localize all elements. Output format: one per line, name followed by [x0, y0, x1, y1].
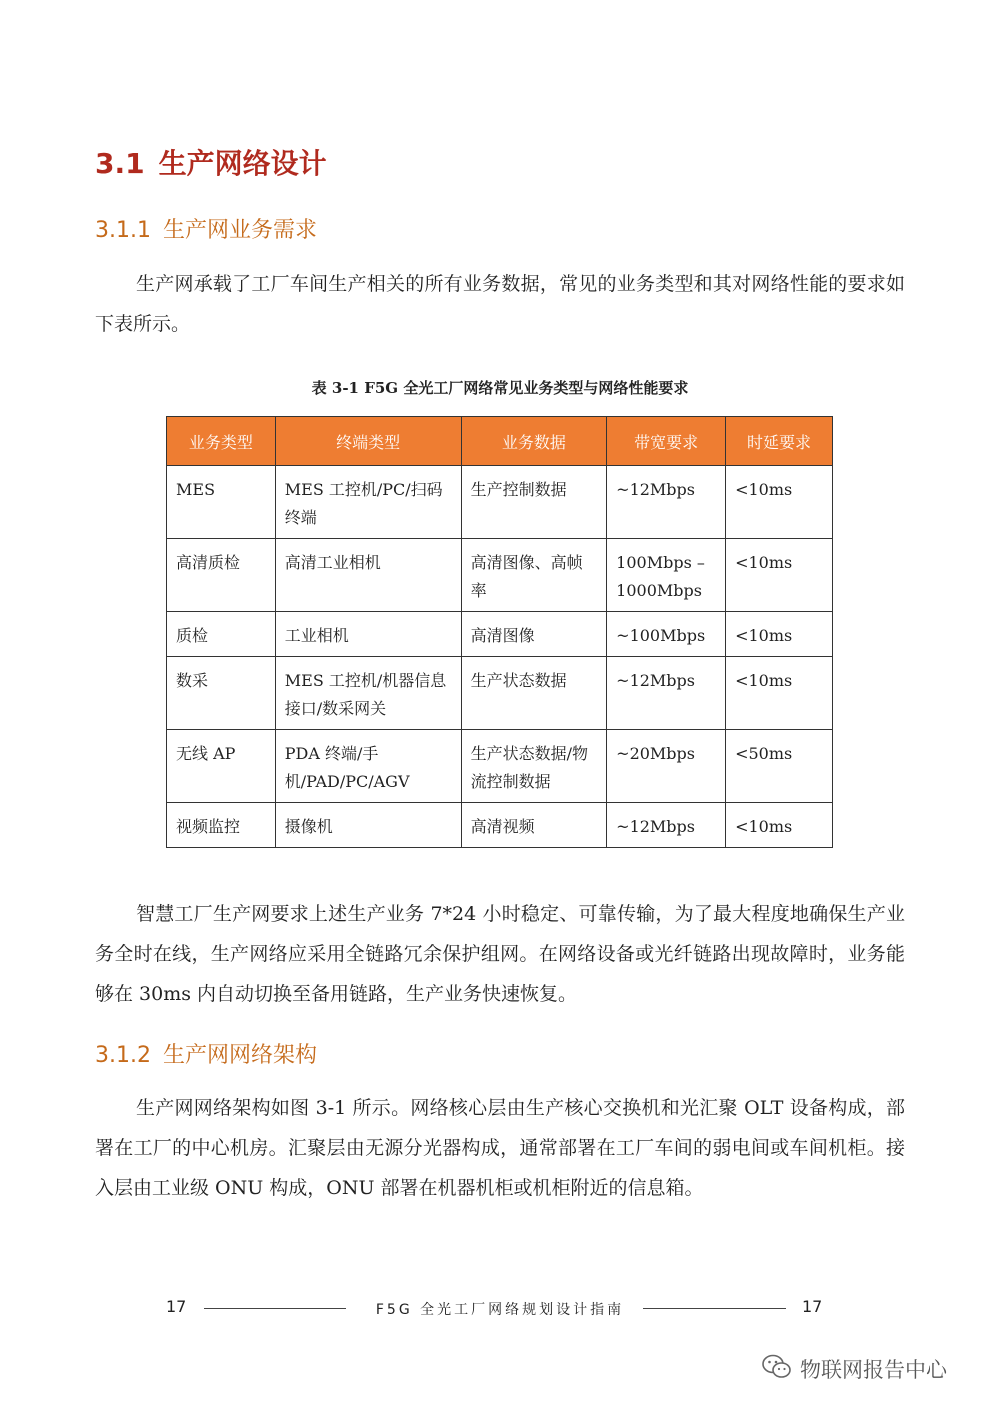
subsection-number: 3.1.1 [95, 218, 151, 243]
section-title: 生产网络设计 [158, 147, 327, 180]
wechat-icon [762, 1354, 792, 1385]
footer-rule-right [643, 1308, 786, 1309]
paragraph-reliability: 智慧工厂生产网要求上述生产业务 7*24 小时稳定、可靠传输，为了最大程度地确保生产业务全时在线，生产网络应采用全链路冗余保护组网。在网络设备或光纤链路出现故障时，业务能够在 30ms 内自动切换至备用链路，生产业务快速恢复。 [95, 903, 905, 1005]
footer-title: F5G 全光工厂网络规划设计指南 [375, 1302, 625, 1318]
table-cell: MES 工控机/机器信息接口/数采网关 [275, 657, 461, 730]
table-cell: 100Mbps – 1000Mbps [607, 539, 726, 612]
watermark-text: 物联网报告中心 [800, 1358, 947, 1382]
table-cell: 工业相机 [275, 612, 461, 657]
footer-rule-left [204, 1308, 346, 1309]
table-row [167, 539, 833, 612]
table-cell: 生产控制数据 [461, 466, 607, 539]
table-cell: 高清图像 [461, 612, 607, 657]
subsection-number: 3.1.2 [95, 1043, 151, 1068]
table-cell: 视频监控 [167, 803, 276, 848]
table-cell: ~20Mbps [607, 730, 726, 803]
table-cell: 无线 AP [167, 730, 276, 803]
page-number-left: 17 [166, 1297, 187, 1316]
subsection-heading-1 [95, 213, 317, 244]
header-cell: 业务类型 [167, 417, 276, 466]
table-cell: 质检 [167, 612, 276, 657]
table-cell: <10ms [726, 803, 833, 848]
paragraph-architecture: 生产网网络架构如图 3-1 所示。网络核心层由生产核心交换机和光汇聚 OLT 设备构成，部署在工厂的中心机房。汇聚层由无源分光器构成，通常部署在工厂车间的弱电间或车间机柜。接入层由工业级 ONU 构成，ONU 部署在机器机柜或机柜附近的信息箱。 [95, 1097, 905, 1199]
table-row [167, 612, 833, 657]
table-cell: ~12Mbps [607, 466, 726, 539]
header-cell: 时延要求 [726, 417, 833, 466]
table-row [167, 730, 833, 803]
table-cell: <10ms [726, 612, 833, 657]
page-number-right: 17 [802, 1297, 823, 1316]
table-cell: MES 工控机/PC/扫码终端 [275, 466, 461, 539]
requirements-table [166, 416, 833, 848]
header-cell: 带宽要求 [607, 417, 726, 466]
table-cell: ~12Mbps [607, 657, 726, 730]
table-cell: 高清质检 [167, 539, 276, 612]
table-cell: <50ms [726, 730, 833, 803]
table-caption: 表 3-1 F5G 全光工厂网络常见业务类型与网络性能要求 [311, 379, 689, 397]
header-cell: 业务数据 [461, 417, 607, 466]
table-row [167, 466, 833, 539]
table-cell: 高清视频 [461, 803, 607, 848]
table-cell: PDA 终端/手机/PAD/PC/AGV [275, 730, 461, 803]
subsection-title: 生产网业务需求 [162, 218, 317, 243]
table-cell: ~12Mbps [607, 803, 726, 848]
table-cell: MES [167, 466, 276, 539]
paragraph-intro: 生产网承载了工厂车间生产相关的所有业务数据，常见的业务类型和其对网络性能的要求如下表所示。 [95, 273, 905, 335]
table-row [167, 803, 833, 848]
watermark [762, 1352, 947, 1386]
header-cell: 终端类型 [275, 417, 461, 466]
section-heading [95, 142, 327, 182]
page-footer [0, 1297, 1000, 1321]
table-header-row [167, 417, 833, 466]
subsection-heading-2 [95, 1038, 317, 1069]
table-cell: 摄像机 [275, 803, 461, 848]
table-cell: <10ms [726, 466, 833, 539]
table-row [167, 657, 833, 730]
table-cell: <10ms [726, 539, 833, 612]
table-cell: 数采 [167, 657, 276, 730]
subsection-title: 生产网网络架构 [162, 1043, 317, 1068]
table-cell: 高清图像、高帧率 [461, 539, 607, 612]
table-cell: 高清工业相机 [275, 539, 461, 612]
table-cell: 生产状态数据 [461, 657, 607, 730]
section-number: 3.1 [95, 147, 145, 180]
table-cell: <10ms [726, 657, 833, 730]
table-cell: ~100Mbps [607, 612, 726, 657]
table-cell: 生产状态数据/物流控制数据 [461, 730, 607, 803]
